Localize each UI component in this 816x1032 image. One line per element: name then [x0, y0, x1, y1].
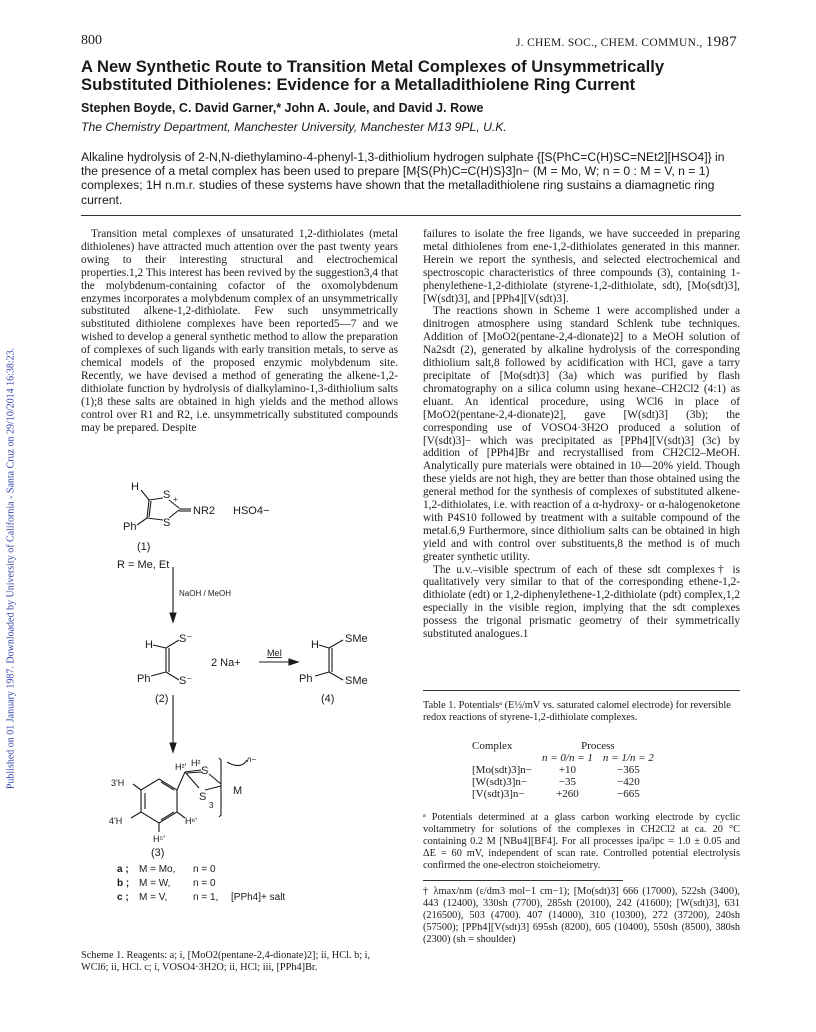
right-column [423, 228, 740, 641]
svg-text:3: 3 [209, 801, 214, 810]
variant-a-letter: a ; [117, 864, 129, 875]
svg-text:H⁶': H⁶' [185, 816, 197, 826]
footnote-rule [423, 880, 623, 881]
variant-c-letter: c ; [117, 892, 129, 903]
r-definition: R = Me, Et [117, 559, 170, 571]
svg-text:3'H: 3'H [111, 778, 125, 788]
charge-label: n− [247, 755, 257, 764]
scheme-1-diagram [81, 470, 398, 935]
svg-text:H²': H²' [175, 762, 187, 772]
table-row [467, 788, 659, 800]
subheader-2: n = 1/n = 2 [602, 752, 654, 764]
variant-c-salt: [PPh4]+ salt [231, 892, 286, 903]
table-footnote: ᵃ Potentials determined at a glass carbon working electrode by cyclic voltammetry for solutions of the complexes in CH2Cl2 at ca. 20 °C containing 0.2 M [NBu4][BF4]. For all processes ipa/ipc = 1.0 ± 0.05 and ΔE = 60 mV, independent of scan rate. Controlled potential electrolysis confirmed the one-electron stoicheiometry. [423, 812, 740, 871]
author-list: Stephen Boyde, C. David Garner,* John A. Joule, and David J. Rowe [81, 101, 484, 115]
h-label: H [131, 481, 139, 493]
subheader-1: n = 0/n = 1 [541, 752, 593, 764]
value-cell: +10 [558, 764, 577, 776]
paper-title: A New Synthetic Route to Transition Metal Complexes of Unsymmetrically Substituted Dithiolenes: Evidence for a Metalladithiolene Ring Current [81, 57, 665, 94]
svg-text:S: S [163, 489, 171, 501]
right-paragraph-2: The reactions shown in Scheme 1 were accomplished under a dinitrogen atmosphere using standard Schlenk tube techniques. Addition of [MoO2(pentane-2,4-dionate)2] to a MeOH solution of Na2sdt (2), generated by alkaline hydrolysis of the corresponding dithiolium salt,8 followed by acidification with HCl, gave a tarry precipitate of [Mo(sdt)3] (3a) which was purified by flash chromatography on a silica column using hexane–CH2Cl2 (4:1) as eluant. An identical procedure, using WCl6 in place of [MoO2(pentane-2,4-dionate)2], gave [W(sdt)3] (3b); the corresponding use of VOSO4·3H2O produced a solution of [V(sdt)3]− which was precipitated as [PPh4][V(sdt)3] (3c) by addition of [PPh4]Br and recrystallised from CH2Cl2–MeOH. Analytically pure materials were obtained in 10—20% yield. Though these yields are not high, they are better than those obtained using the general method for the synthesis of complexes of substituted alkene-1,2-dithiolates, i.e. with reaction of a α-hydroxy- or α-halogenoketone with P4S10 followed by treatment with a suitable compound of the metal.6,9 Furthermore, since dithiolium salts can be obtained in high yield and with control over substituents,8 the method is of much greater synthetic utility. [423, 305, 740, 563]
svg-text:H: H [145, 639, 153, 651]
svg-text:H⁵': H⁵' [153, 834, 165, 844]
value-cell: −35 [558, 776, 577, 788]
compound-2-label: (2) [155, 693, 169, 705]
svg-text:+: + [173, 495, 178, 504]
abstract: Alkaline hydrolysis of 2-N,N-diethylamino-4-phenyl-1,3-dithiolium hydrogen sulphate {[S(PhC=C(H)SC=NEt2][HSO4]} in the presence of a metal complex has been used to prepare [M{S(Ph)C=C(H)S}3]n− (M = Mo, W; n = 0 : M = V, n = 1) complexes; 1H n.m.r. studies of these systems have shown that the metalladithiolene ring sustains a diamagnetic ring current. [81, 150, 725, 207]
nr2-label: NR2 [193, 505, 216, 517]
col-header-process: Process [581, 740, 615, 752]
download-notice: Published on 01 January 1987. Downloaded by University of California - Santa Cruz on 29/10/2014 16:38:23. [5, 347, 17, 790]
reagent-naoh: NaOH / MeOH [179, 589, 232, 598]
intro-paragraph: Transition metal complexes of unsaturated 1,2-dithiolates (metal dithiolenes) have attracted much attention over the past twenty years owing to their interesting structural and electrochemical properties.1,2 This interest has been revived by the suggestion3,4 that the molybdenum-containing cofactor of the oxomolybdenum enzymes incorporates a molybdenum complex of an unsymmetrically substituted alkene-1,2-dithiolate. Few such unsymmetrically substituted dithiolene complexes have been reported5—7 and we wished to develop a general synthetic method to allow the preparation of complexes of such ligands with early transition metals, to serve as chemical models of the proposed enzymic molybdenum site. Recently, we have devised a method of generating the alkene-1,2-dithiolate function by hydrolysis of dialkylamino-1,3-dithiolium salts (1);8 these salts are obtained in high yields and the method allows control over R1 and R2, i.e. unsymmetrically substituted compounds may be prepared. Despite [81, 228, 398, 434]
abstract-divider [81, 215, 741, 216]
journal-header [516, 34, 737, 51]
variant-b-charge: n = 0 [193, 878, 216, 889]
svg-text:4'H: 4'H [109, 816, 123, 826]
page-number: 800 [81, 33, 102, 48]
metal-label: M [233, 785, 243, 797]
svg-text:SMe: SMe [345, 675, 368, 687]
svg-text:H²: H² [191, 758, 201, 768]
value-cell: −365 [616, 764, 640, 776]
complex-cell: [V(sdt)3]n− [472, 788, 525, 800]
journal-year: 1987 [705, 34, 737, 50]
reagent-mei: MeI [267, 648, 283, 658]
svg-text:S: S [201, 765, 209, 777]
hso4-label: HSO4− [233, 505, 270, 517]
affiliation: The Chemistry Department, Manchester University, Manchester M13 9PL, U.K. [81, 120, 507, 134]
scheme-caption: Scheme 1. Reagents: a; i, [MoO2(pentane-2,4-dionate)2]; ii, HCl. b; i, WCl6; ii, HCl. c; i, VOSO4·3H2O; ii, HCl; iii, [PPh4]Br. [81, 950, 371, 973]
svg-text:Ph: Ph [123, 521, 137, 533]
complex-cell: [W(sdt)3]n− [472, 776, 528, 788]
svg-text:Ph: Ph [299, 673, 313, 685]
journal-name: J. CHEM. SOC., CHEM. COMMUN., [515, 37, 703, 49]
variant-c-charge: n = 1, [193, 892, 219, 903]
variant-b-letter: b ; [117, 878, 130, 889]
right-paragraph-3: The u.v.–visible spectrum of each of these sdt complexes† is qualitatively very similar to that of the corresponding ethene-1,2-dithiolate (edt) or 1,2-diphenylethene-1,2-dithiolate (pdt) complex,1,2 especially in the visible region, implying that the sdt complexes possess the trigonal prismatic geometry of their symmetrically substituted analogues.1 [423, 563, 740, 641]
right-paragraph-1: failures to isolate the free ligands, we have succeeded in preparing metal dithiolenes from ene-1,2-dithiolates generated in this manner. Herein we report the synthesis, and selected electrochemical and spectroscopic characteristics of three compounds (3), containing 1-phenylethene-1,2-dithiolate (styrene-1,2-dithiolate, sdt), [Mo(sdt)3], [W(sdt)3], and [PPh4][V(sdt)3]. [423, 228, 740, 305]
variant-c-metal: M = V, [139, 892, 168, 903]
table-row [467, 764, 659, 776]
value-cell: −420 [616, 776, 640, 788]
redox-table [467, 740, 659, 800]
left-column [81, 228, 398, 435]
table-top-rule [423, 690, 740, 691]
complex-cell: [Mo(sdt)3]n− [472, 764, 532, 776]
col-header-complex: Complex [472, 740, 513, 752]
svg-text:S: S [199, 791, 207, 803]
compound-4-label: (4) [321, 693, 335, 705]
uv-footnote: † λmax/nm (ε/dm3 mol−1 cm−1); [Mo(sdt)3] 666 (17000), 522sh (3400), 443 (12400), 330sh (7700), 285sh (20100), 242 (41600); [W(sdt)3], 631 (216500), 503 (4700). 407 (14000), 310 (10300), 272 (37200), 240sh (57500); [PPh4][V(sdt)3] 695sh (8200), 605 (10400), 550sh (8500), 380sh (2300) (sh = shoulder) [423, 886, 740, 945]
svg-text:SMe: SMe [345, 633, 368, 645]
compound-3-label: (3) [151, 847, 165, 859]
variant-a-charge: n = 0 [193, 864, 216, 875]
svg-text:H: H [311, 639, 319, 651]
svg-text:S⁻: S⁻ [179, 633, 193, 645]
svg-text:S: S [163, 517, 171, 529]
compound-1-label: (1) [137, 541, 151, 553]
svg-text:Ph: Ph [137, 673, 151, 685]
variant-b-metal: M = W, [139, 878, 171, 889]
svg-text:S⁻: S⁻ [179, 675, 193, 687]
download-sidebar [4, 170, 18, 970]
value-cell: −665 [616, 788, 640, 800]
variant-a-metal: M = Mo, [139, 864, 176, 875]
table-row [467, 776, 659, 788]
table-caption: Table 1. Potentialsᵃ (E½/mV vs. saturated calomel electrode) for reversible redox reactions of styrene-1,2-dithiolate complexes. [423, 700, 731, 723]
value-cell: +260 [556, 788, 579, 800]
sodium-label: 2 Na+ [211, 657, 241, 669]
